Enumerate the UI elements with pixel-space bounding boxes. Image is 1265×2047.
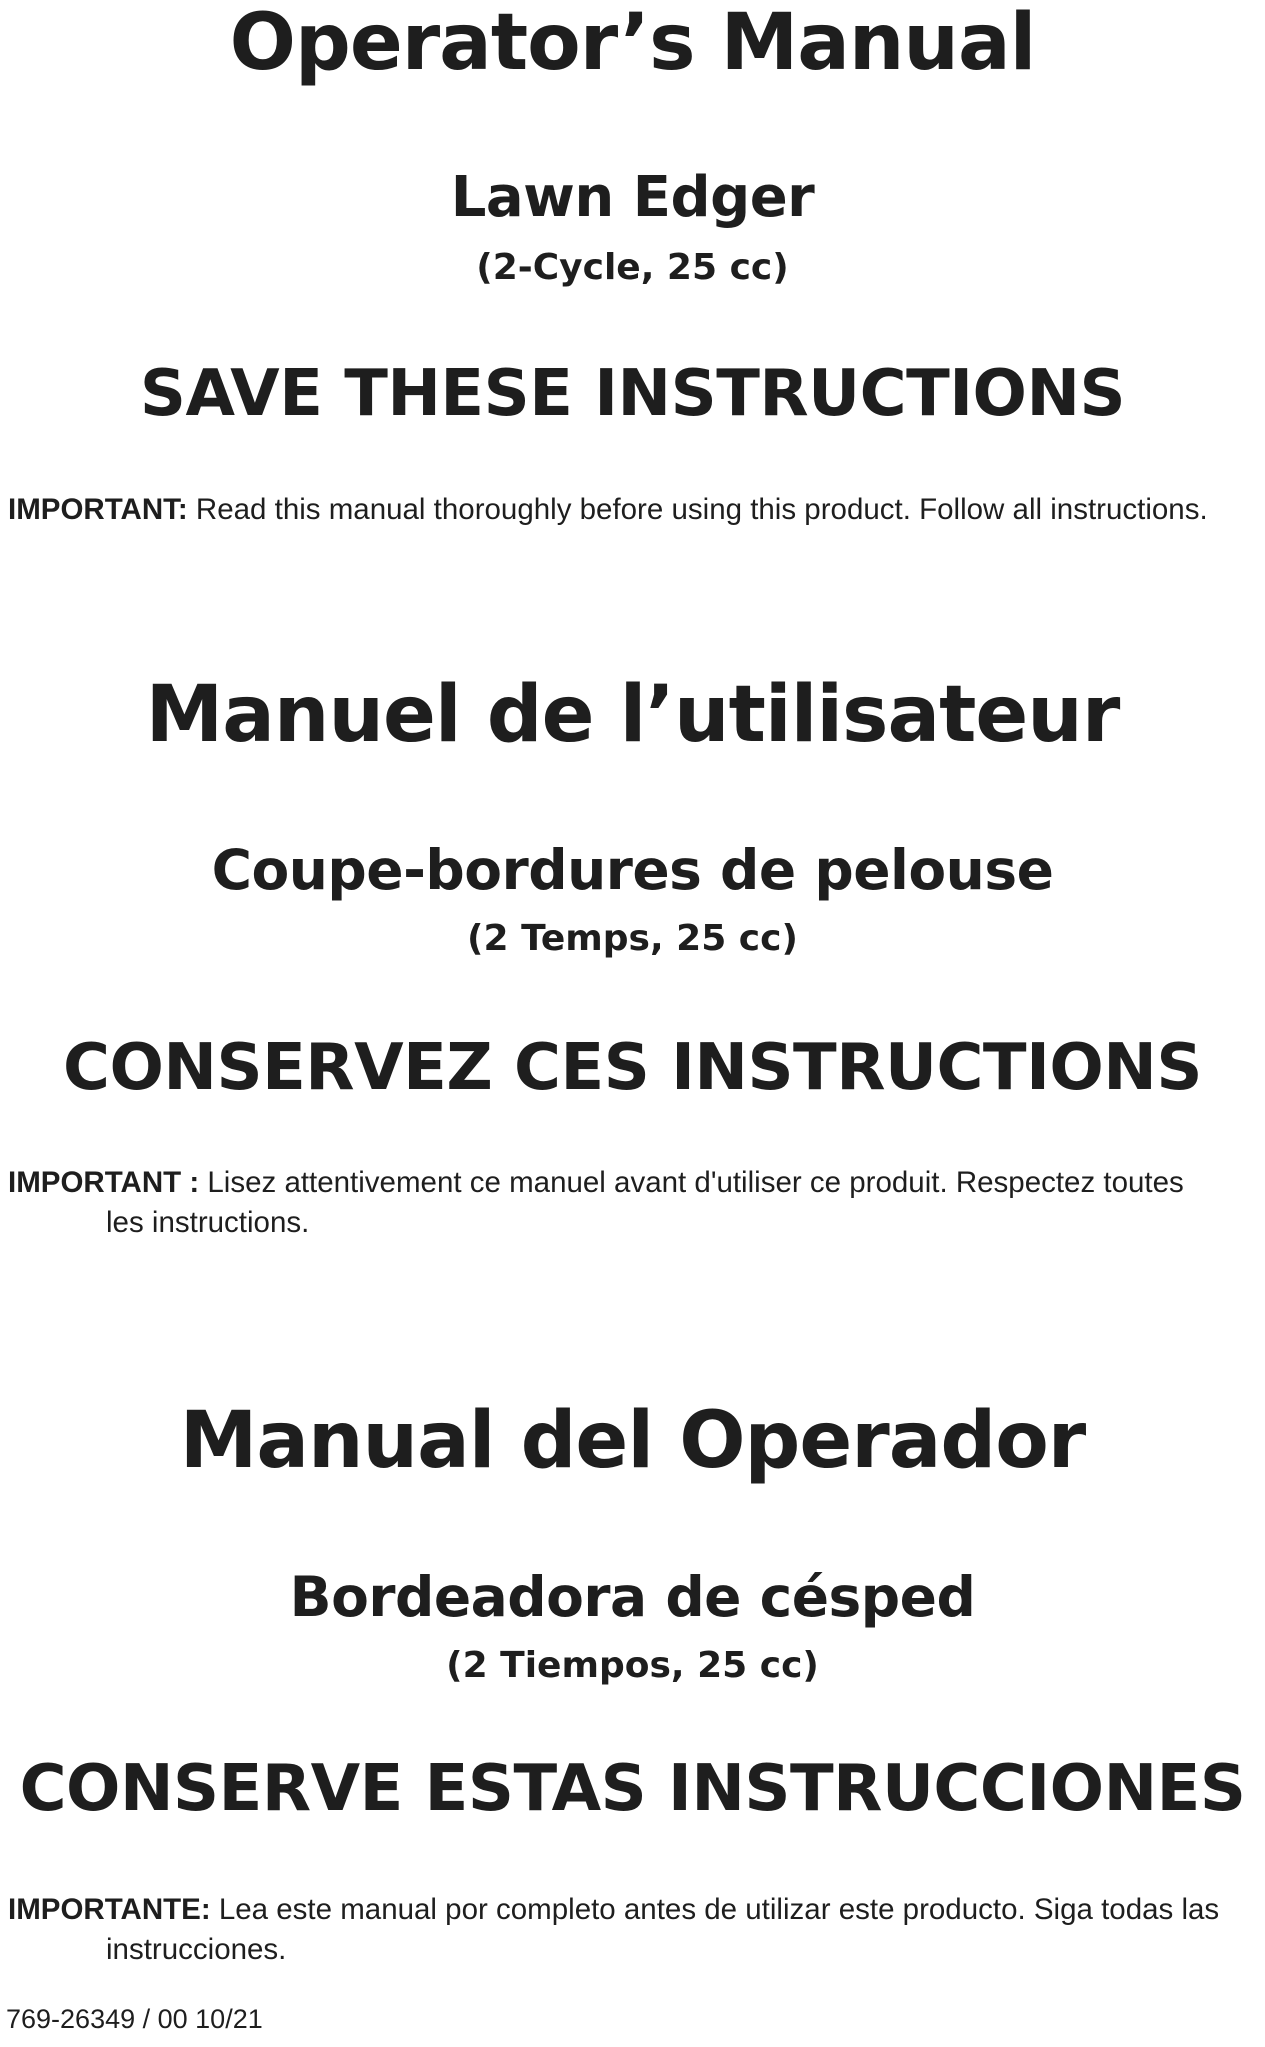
french-title: Manuel de l’utilisateur (145, 670, 1120, 760)
french-save-instructions: CONSERVEZ CES INSTRUCTIONS (63, 1031, 1202, 1105)
english-product-name: Lawn Edger (450, 165, 815, 230)
spanish-important-note (8, 1890, 1258, 1970)
english-save-instructions: SAVE THESE INSTRUCTIONS (139, 357, 1126, 431)
spanish-spec: (2 Tiempos, 25 cc) (446, 1645, 819, 1686)
spanish-important-text: Lea este manual por completo antes de utilizar este producto. Siga todas las (210, 1893, 1220, 1926)
french-product-name: Coupe-bordures de pelouse (211, 838, 1054, 902)
part-number: 769-26349 / 00 10/21 (6, 2004, 263, 2034)
french-spec: (2 Temps, 25 cc) (467, 918, 798, 959)
spanish-save-instructions: CONSERVE ESTAS INSTRUCCIONES (19, 1752, 1246, 1826)
english-spec: (2-Cycle, 25 cc) (476, 247, 789, 288)
french-important-note (8, 1163, 1258, 1243)
english-title: Operator’s Manual (229, 0, 1036, 88)
french-important-label: IMPORTANT : (8, 1166, 200, 1199)
english-important-text: Read this manual thoroughly before using this product. Follow all instructions. (187, 493, 1208, 526)
english-important-label: IMPORTANT: (8, 493, 188, 526)
spanish-important-text-continued: instrucciones. (106, 1933, 287, 1966)
french-important-text: Lisez attentivement ce manuel avant d'utiliser ce produit. Respectez toutes (199, 1166, 1184, 1199)
spanish-important-label: IMPORTANTE: (8, 1893, 211, 1926)
english-important-note (8, 490, 1258, 530)
spanish-title: Manual del Operador (179, 1396, 1086, 1486)
french-important-text-continued: les instructions. (106, 1206, 310, 1239)
spanish-product-name: Bordeadora de césped (289, 1565, 976, 1629)
